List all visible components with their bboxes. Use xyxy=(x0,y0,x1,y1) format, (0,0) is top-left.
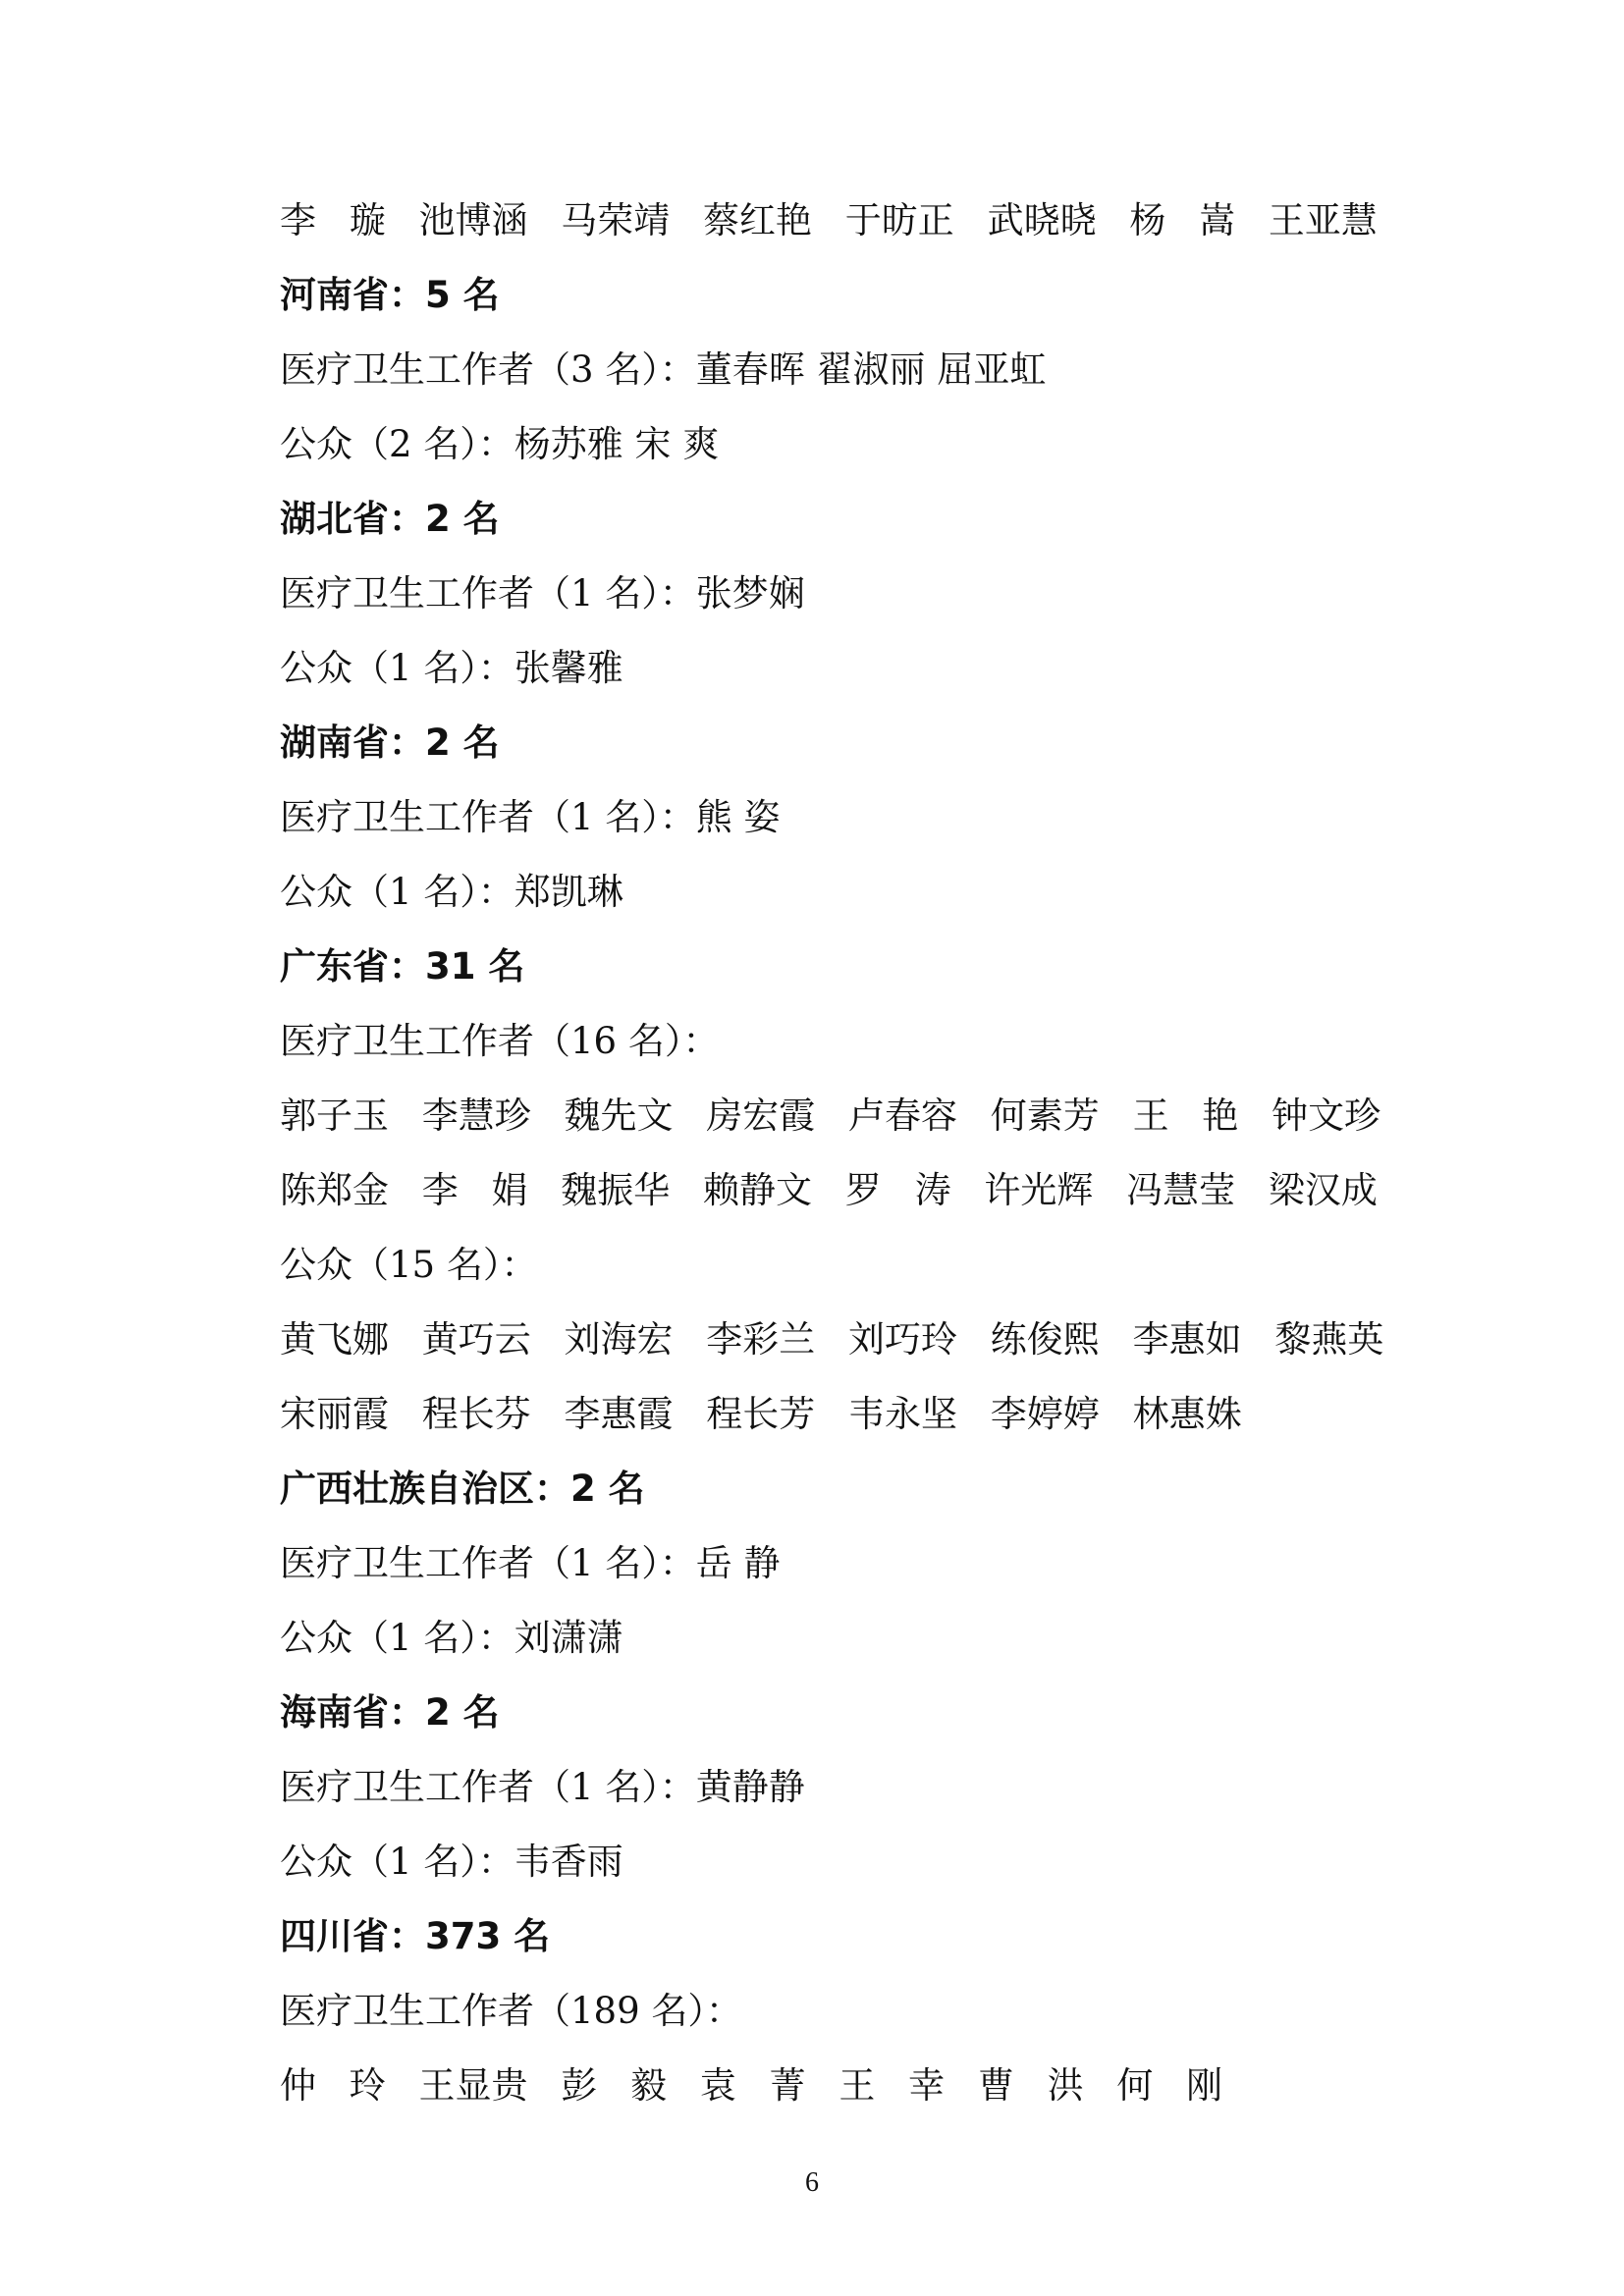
province-heading-guangxi: 广西壮族自治区：2 名 xyxy=(280,1468,645,1510)
province-heading-guangdong: 广东省：31 名 xyxy=(280,945,525,988)
category-line: 公众（1 名）：郑凯琳 xyxy=(280,871,623,913)
province-heading-henan: 河南省：5 名 xyxy=(280,274,500,316)
province-heading-hunan: 湖南省：2 名 xyxy=(280,721,500,764)
province-heading-sichuan: 四川省：373 名 xyxy=(280,1915,551,1957)
name-list-line: 郭子玉 李慧珍 魏先文 房宏霞 卢春容 何素芳 王 艳 钟文珍 xyxy=(280,1095,1381,1137)
category-line: 医疗卫生工作者（189 名）： xyxy=(280,1990,742,2032)
category-line: 公众（1 名）：张馨雅 xyxy=(280,647,623,689)
category-line: 医疗卫生工作者（1 名）：张梦娴 xyxy=(280,572,805,614)
name-list-line: 李 璇 池博涵 马荣靖 蔡红艳 于昉正 武晓晓 杨 嵩 王亚慧 xyxy=(280,199,1378,241)
category-line: 公众（1 名）：刘潇潇 xyxy=(280,1617,623,1659)
category-line: 医疗卫生工作者（16 名）： xyxy=(280,1020,720,1062)
province-heading-hainan: 海南省：2 名 xyxy=(280,1691,500,1734)
category-line: 医疗卫生工作者（1 名）：岳 静 xyxy=(280,1542,781,1584)
province-heading-hubei: 湖北省：2 名 xyxy=(280,498,500,540)
category-line: 公众（15 名）： xyxy=(280,1244,538,1286)
name-list-line: 仲 玲 王显贵 彭 毅 袁 菁 王 幸 曹 洪 何 刚 xyxy=(280,2064,1223,2107)
category-line: 医疗卫生工作者（1 名）：熊 姿 xyxy=(280,796,781,838)
category-line: 医疗卫生工作者（1 名）：黄静静 xyxy=(280,1766,805,1808)
name-list-line: 黄飞娜 黄巧云 刘海宏 李彩兰 刘巧玲 练俊熙 李惠如 黎燕英 xyxy=(280,1318,1384,1361)
category-line: 医疗卫生工作者（3 名）：董春晖 翟淑丽 屈亚虹 xyxy=(280,348,1047,391)
name-list-line: 陈郑金 李 娟 魏振华 赖静文 罗 涛 许光辉 冯慧莹 梁汉成 xyxy=(280,1169,1378,1211)
category-line: 公众（1 名）：韦香雨 xyxy=(280,1841,623,1883)
category-line: 公众（2 名）：杨苏雅 宋 爽 xyxy=(280,423,720,465)
name-list-line: 宋丽霞 程长芬 李惠霞 程长芳 韦永坚 李婷婷 林惠姝 xyxy=(280,1393,1242,1435)
page-number: 6 xyxy=(805,2167,819,2198)
